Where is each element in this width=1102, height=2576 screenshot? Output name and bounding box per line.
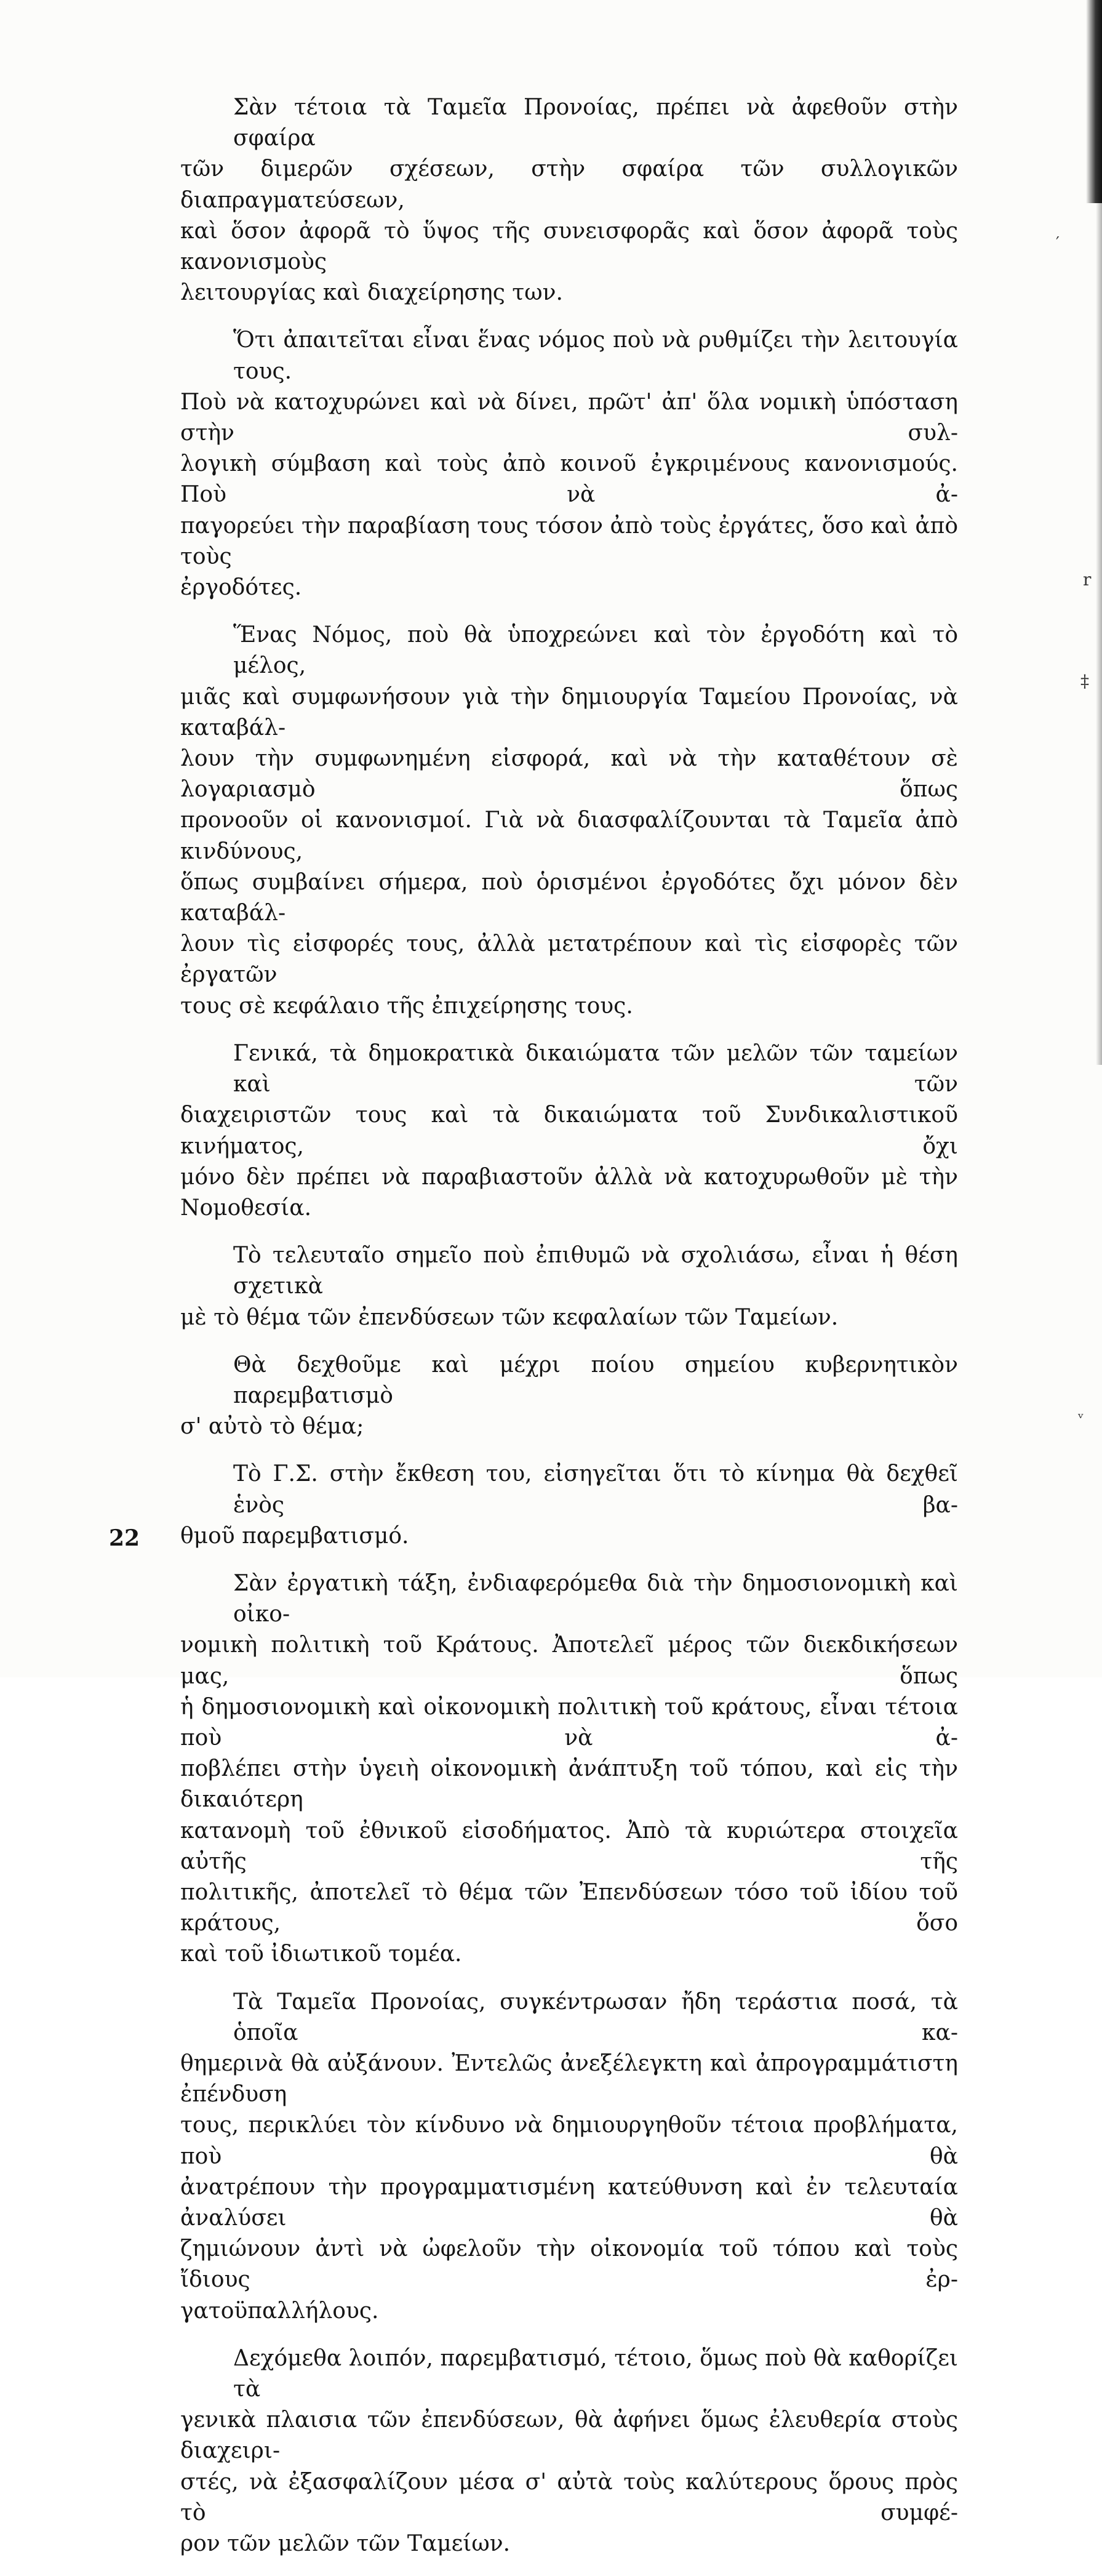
paragraph (180, 1987, 958, 2327)
text-line: καὶ τοῦ ἰδιωτικοῦ τομέα. (180, 1941, 462, 1967)
text-line: μόνο δὲν πρέπει νὰ παραβιαστοῦν ἀλλὰ νὰ κατοχυρωθοῦν μὲ τὴν Νομοθεσία. (180, 1164, 958, 1221)
paragraph (180, 92, 958, 308)
text-line: λειτουργίας καὶ διαχείρησης των. (180, 280, 563, 306)
text-line: προνοοῦν οἱ κανονισμοί. Γιὰ νὰ διασφαλίζουνται τὰ Ταμεῖα ἀπὸ κινδύνους, (180, 808, 958, 864)
text-line: Τὸ Γ.Σ. στὴν ἔκθεση του, εἰσηγεῖται ὅτι τὸ κίνημα θὰ δεχθεῖ ἑνὸς βα- (233, 1461, 958, 1518)
text-line: διαχειριστῶν τους καὶ τὰ δικαιώματα τοῦ Συνδικαλιστικοῦ κινήματος, ὄχι (180, 1102, 958, 1159)
text-line: Θὰ δεχθοῦμε καὶ μέχρι ποίου σημείου κυβερνητικὸν παρεμβατισμὸ (233, 1352, 958, 1408)
text-line: γατοϋπαλλήλους. (180, 2298, 379, 2324)
text-line: κατανομὴ τοῦ ἐθνικοῦ εἰσοδήματος. Ἀπὸ τὰ κυριώτερα στοιχεῖα αὐτῆς τῆς (180, 1818, 958, 1874)
text-line: μιᾶς καὶ συμφωνήσουν γιὰ τὴν δημιουργία Ταμείου Προνοίας, νὰ καταβάλ- (180, 684, 958, 740)
text-line: Σὰν ἐργατικὴ τάξη, ἐνδιαφερόμεθα διὰ τὴν δημοσιονομικὴ καὶ οἰκο- (233, 1570, 958, 1627)
text-line: παγορεύει τὴν παραβίαση τους τόσον ἀπὸ τοὺς ἐργάτες, ὅσο καὶ ἀπὸ τοὺς (180, 513, 958, 569)
margin-mark: ‡ (1080, 671, 1089, 691)
text-line: τους σὲ κεφάλαιο τῆς ἐπιχείρησης τους. (180, 993, 633, 1019)
text-line: Δεχόμεθα λοιπόν, παρεμβατισμό, τέτοιο, ὅμως ποὺ θὰ καθορίζει τὰ (233, 2345, 958, 2402)
paragraph (180, 1240, 958, 1333)
text-line: λουν τὴν συμφωνημένη εἰσφορά, καὶ νὰ τὴν καταθέτουν σὲ λογαριασμὸ ὅπως (180, 746, 958, 803)
text-line: Ποὺ νὰ κατοχυρώνει καὶ νὰ δίνει, πρῶτ' ἀπ' ὅλα νομικὴ ὑπόσταση στὴν συλ- (180, 389, 958, 446)
text-line: λογικὴ σύμβαση καὶ τοὺς ἀπὸ κοινοῦ ἐγκριμένους κανονισμούς. Ποὺ νὰ ἀ- (180, 451, 958, 508)
text-line: λουν τὶς εἰσφορές τους, ἀλλὰ μετατρέπουν καὶ τὶς εἰσφορὲς τῶν ἐργατῶν (180, 931, 958, 988)
text-line: Σὰν τέτοια τὰ Ταμεῖα Προνοίας, πρέπει νὰ ἀφεθοῦν στὴν σφαίρα (233, 95, 958, 151)
body-text (180, 92, 958, 2576)
text-line: τῶν διμερῶν σχέσεων, στὴν σφαίρα τῶν συλλογικῶν διαπραγματεύσεων, (180, 156, 958, 213)
text-line: ὅπως συμβαίνει σήμερα, ποὺ ὁρισμένοι ἐργοδότες ὄχι μόνον δὲν καταβάλ- (180, 869, 958, 926)
paragraph (180, 1459, 958, 1552)
text-line: ρον τῶν μελῶν τῶν Ταμείων. (180, 2531, 511, 2557)
text-line: νομικὴ πολιτικὴ τοῦ Κράτους. Ἀποτελεῖ μέρος τῶν διεκδικήσεων μας, ὅπως (180, 1632, 958, 1689)
text-line: Τὸ τελευταῖο σημεῖο ποὺ ἐπιθυμῶ νὰ σχολιάσω, εἶναι ἡ θέση σχετικὰ (233, 1243, 958, 1299)
margin-mark: ′ (1056, 234, 1060, 252)
text-line: στές, νὰ ἐξασφαλίζουν μέσα σ' αὐτὰ τοὺς καλύτερους ὅρους πρὸς τὸ συμφέ- (180, 2469, 958, 2526)
paragraph (180, 1568, 958, 1970)
paragraph (180, 2343, 958, 2559)
text-line: θημερινὰ θὰ αὐξάνουν. Ἐντελῶς ἀνεξέλεγκτη καὶ ἀπρογραμμάτιστη ἐπένδυση (180, 2050, 958, 2108)
paragraph (180, 1350, 958, 1443)
paragraph (180, 325, 958, 603)
text-line: τους, περικλύει τὸν κίνδυνο νὰ δημιουργηθοῦν τέτοια προβλήματα, ποὺ θὰ (180, 2113, 958, 2169)
text-line: θμοῦ παρεμβατισμό. (180, 1523, 409, 1549)
text-line: γενικὰ πλαισια τῶν ἐπενδύσεων, θὰ ἀφήνει ὅμως ἐλευθερία στοὺς διαχειρι- (180, 2407, 958, 2464)
page-edge-shadow (1086, 0, 1102, 203)
text-line: Ἕνας Νόμος, ποὺ θὰ ὑποχρεώνει καὶ τὸν ἐργοδότη καὶ τὸ μέλος, (233, 622, 958, 679)
margin-mark: ᵥ (1078, 1405, 1084, 1422)
text-line: ἐργοδότες. (180, 575, 302, 601)
text-line: πολιτικῆς, ἀποτελεῖ τὸ θέμα τῶν Ἐπενδύσεων τόσο τοῦ ἰδίου τοῦ κράτους, ὅσο (180, 1879, 958, 1936)
page-number: 22 (109, 1525, 140, 1551)
page-edge-shadow-lower (1096, 203, 1102, 1065)
text-line: Ὅτι ἀπαιτεῖται εἶναι ἕνας νόμος ποὺ νὰ ρυθμίζει τὴν λειτουγία τους. (233, 327, 958, 384)
text-line: μὲ τὸ θέμα τῶν ἐπενδύσεων τῶν κεφαλαίων τῶν Ταμείων. (180, 1304, 839, 1330)
margin-mark: r (1083, 569, 1092, 590)
paragraph (180, 1038, 958, 1224)
paragraph (180, 620, 958, 1022)
text-line: ἡ δημοσιονομικὴ καὶ οἰκονομικὴ πολιτικὴ τοῦ κράτους, εἶναι τέτοια ποὺ νὰ ἀ- (180, 1694, 958, 1751)
text-line: ποβλέπει στὴν ὑγειὴ οἰκονομικὴ ἀνάπτυξη τοῦ τόπου, καὶ εἰς τὴν δικαιότερη (180, 1756, 958, 1813)
text-line: σ' αὐτὸ τὸ θέμα; (180, 1414, 364, 1440)
text-line: ζημιώνουν ἀντὶ νὰ ὠφελοῦν τὴν οἰκονομία τοῦ τόπου καὶ τοὺς ἴδιους ἐρ- (180, 2236, 958, 2293)
text-line: καὶ ὅσον ἀφορᾶ τὸ ὕψος τῆς συνεισφορᾶς καὶ ὅσον ἀφορᾶ τοὺς κανονισμοὺς (180, 218, 958, 275)
text-line: ἀνατρέπουν τὴν προγραμματισμένη κατεύθυνση καὶ ἐν τελευταία ἀναλύσει θὰ (180, 2174, 958, 2231)
text-line: Τὰ Ταμεῖα Προνοίας, συγκέντρωσαν ἤδη τεράστια ποσά, τὰ ὁποῖα κα- (233, 1989, 958, 2045)
text-line: Γενικά, τὰ δημοκρατικὰ δικαιώματα τῶν μελῶν τῶν ταμείων καὶ τῶν (233, 1040, 958, 1097)
